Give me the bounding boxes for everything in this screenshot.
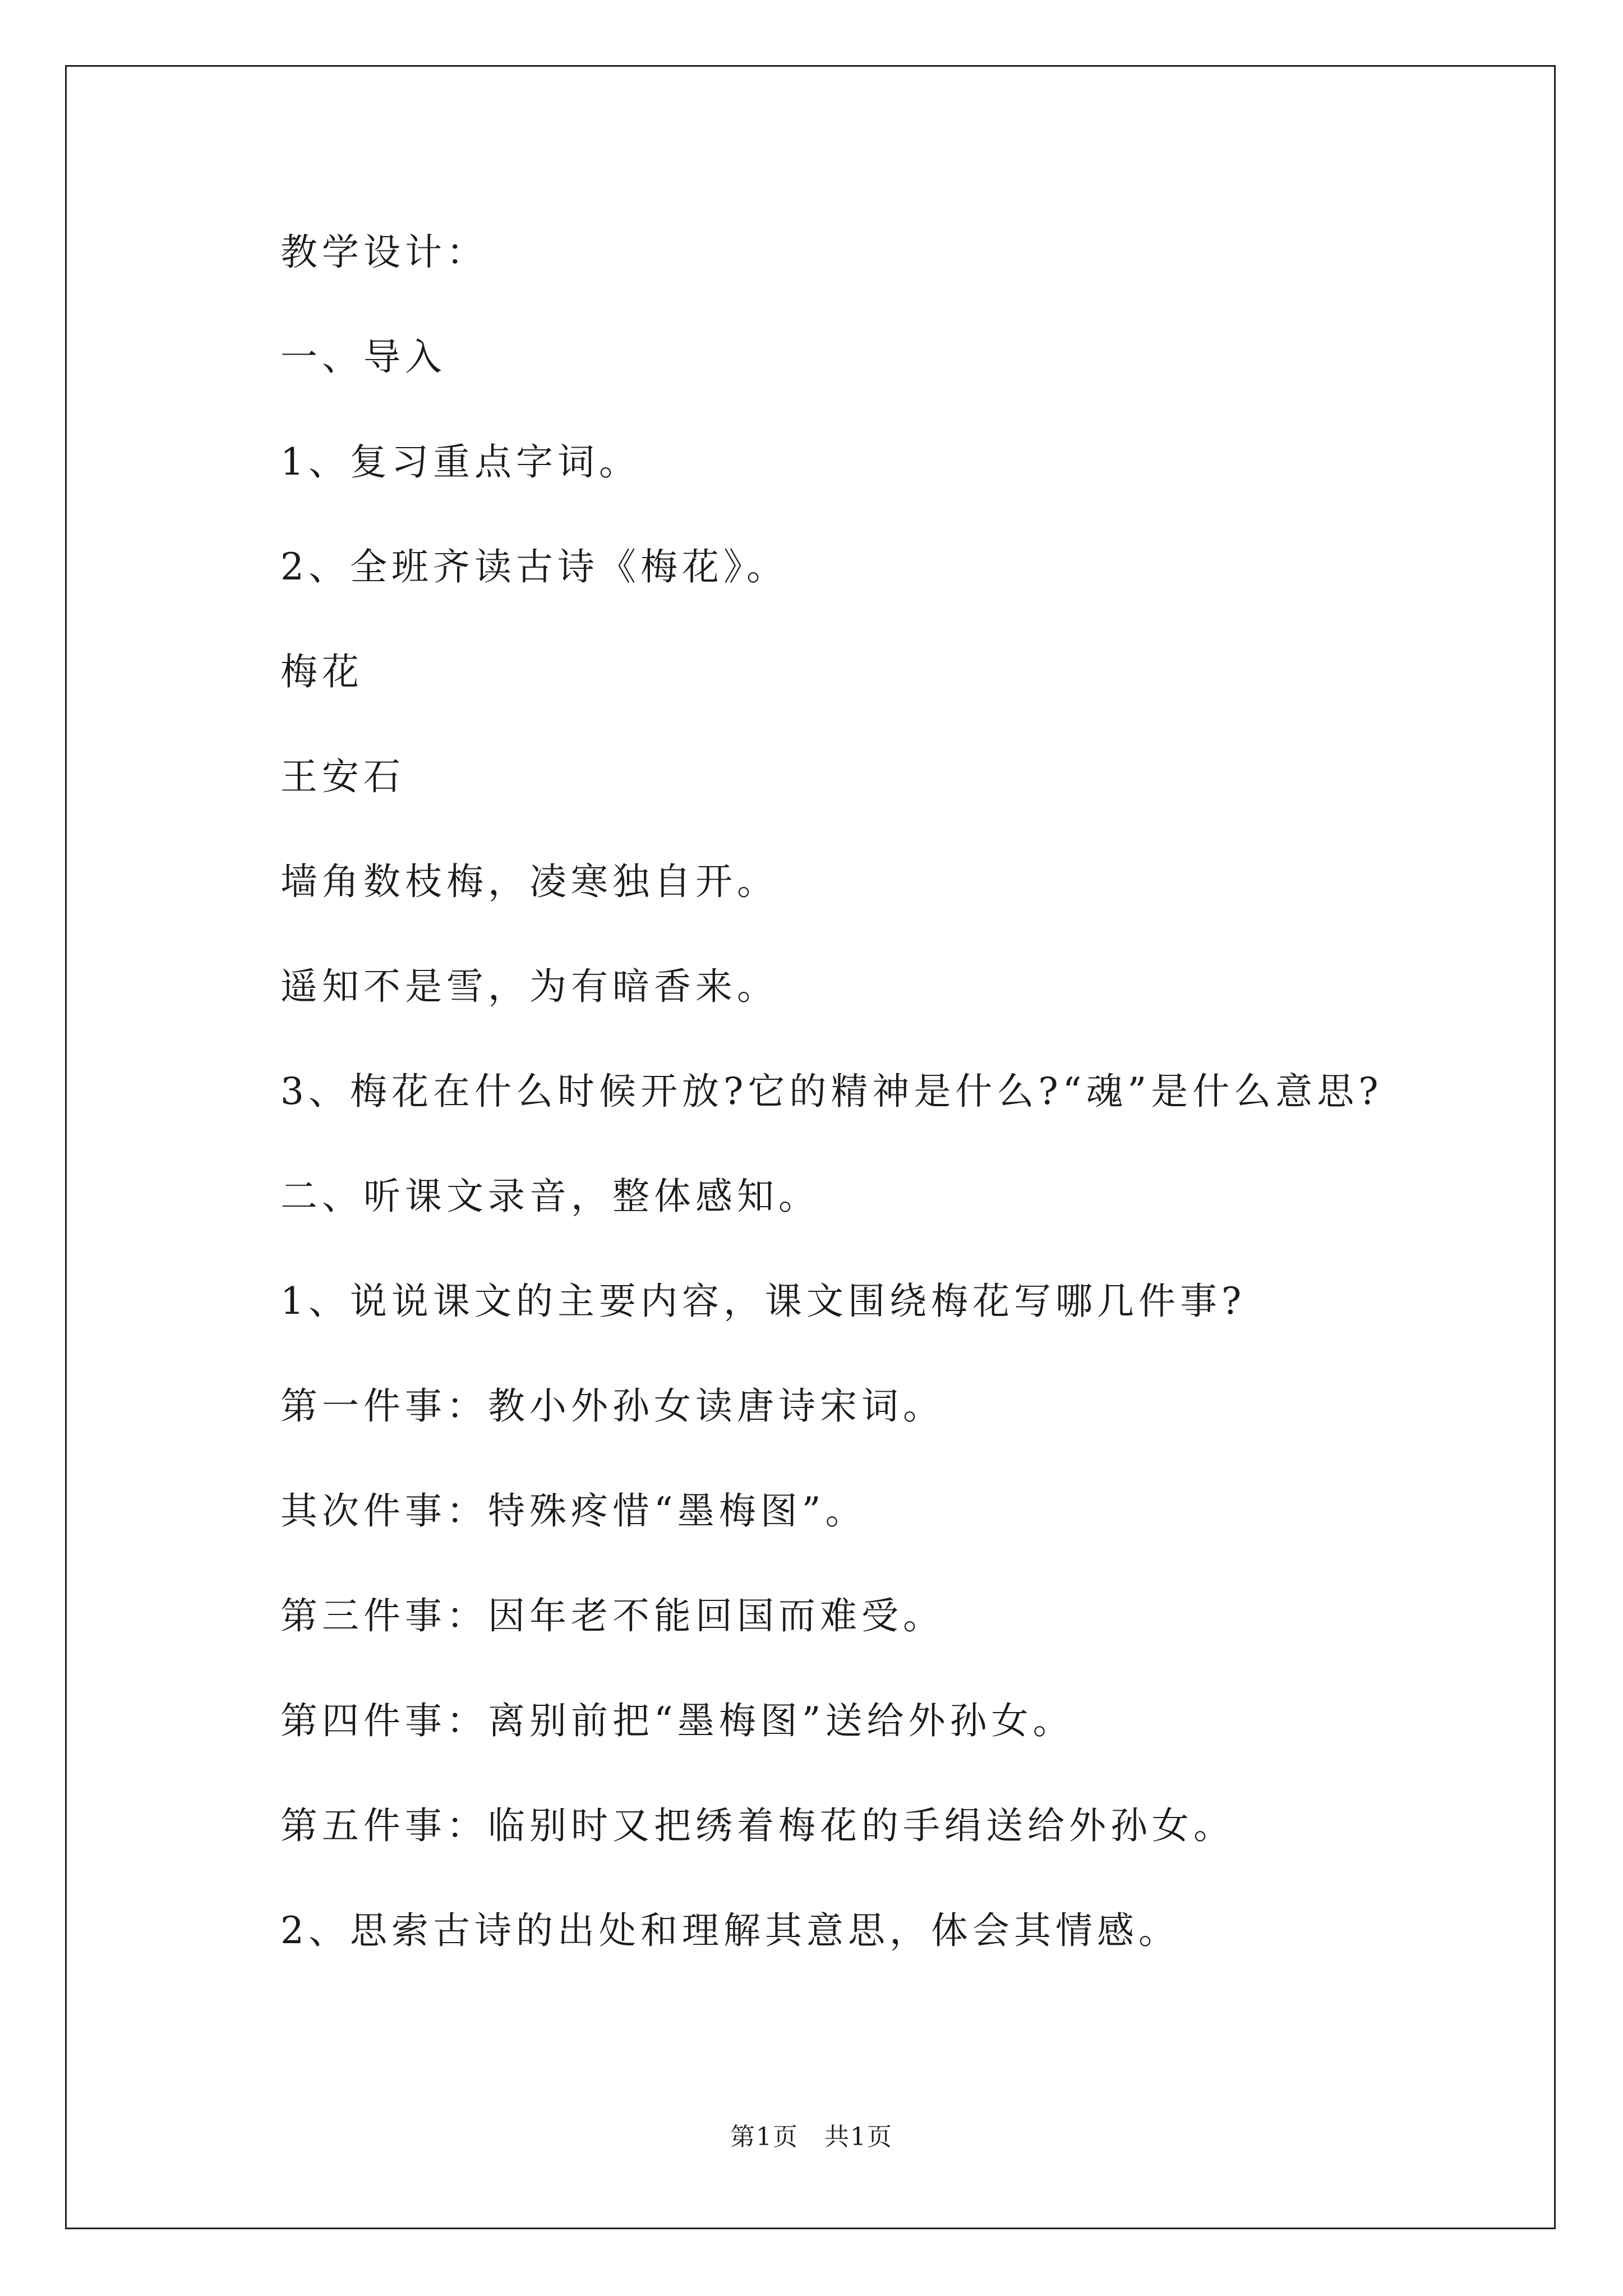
poem-author: 王安石	[280, 755, 405, 798]
paragraph-line: 其次件事：特殊疼惜“墨梅图”。	[280, 1489, 867, 1533]
paragraph-line: 2、全班齐读古诗《梅花》。	[280, 545, 788, 588]
heading-teaching-design: 教学设计：	[280, 231, 488, 274]
paragraph-line: 1、复习重点字词。	[280, 440, 640, 484]
paragraph-line: 第五件事：临别时又把绣着梅花的手绢送给外孙女。	[280, 1804, 1235, 1847]
paragraph-line: 1、说说课文的主要内容，课文围绕梅花写哪几件事?	[280, 1280, 1246, 1323]
paragraph-line: 第四件事：离别前把“墨梅图”送给外孙女。	[280, 1699, 1075, 1742]
poem-line: 墙角数枝梅，凌寒独自开。	[280, 860, 778, 903]
section-listen: 二、听课文录音，整体感知。	[280, 1175, 820, 1218]
poem-title: 梅花	[280, 650, 363, 693]
section-introduction: 一、导入	[280, 335, 446, 379]
poem-line: 遥知不是雪，为有暗香来。	[280, 965, 778, 1008]
page-number: 第1页 共1页	[730, 2123, 893, 2151]
paragraph-line: 第三件事：因年老不能回国而难受。	[280, 1594, 944, 1637]
paragraph-line: 2、思索古诗的出处和理解其意思，体会其情感。	[280, 1909, 1180, 1952]
paragraph-line: 3、梅花在什么时候开放?它的精神是什么?“魂”是什么意思?	[280, 1070, 1383, 1113]
paragraph-line: 第一件事：教小外孙女读唐诗宋词。	[280, 1384, 944, 1428]
page-border	[65, 65, 1556, 2229]
